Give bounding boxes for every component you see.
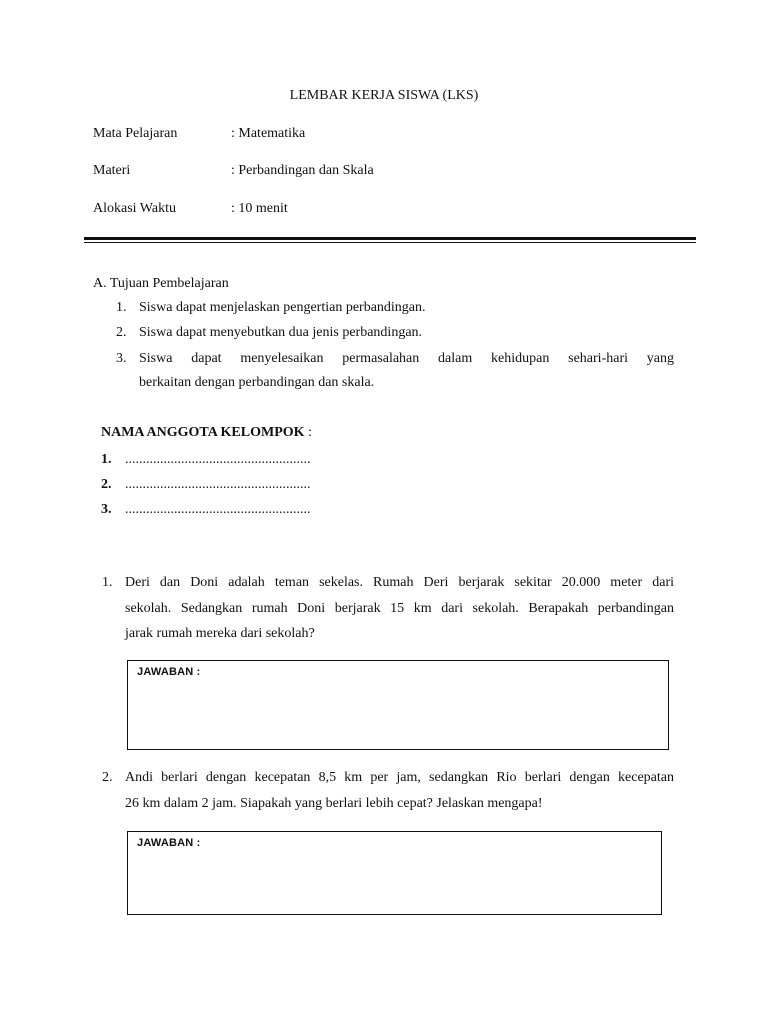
question-text: jarak rumah mereka dari sekolah? (125, 626, 315, 641)
group-members-title (101, 425, 312, 441)
objective-text: Siswa dapat menyebutkan dua jenis perbandingan. (139, 325, 423, 340)
group-members-title-text: NAMA ANGGOTA KELOMPOK (101, 425, 305, 440)
answer-box[interactable] (127, 660, 669, 750)
objective-number: 2. (116, 325, 127, 340)
group-members-title-colon: : (304, 425, 312, 440)
objective-number: 3. (116, 351, 127, 366)
info-label-subject: Mata Pelajaran (93, 126, 178, 141)
header-divider-thin (84, 242, 696, 243)
question-text: Andi berlari dengan kecepatan 8,5 km per jam, sedangkan Rio berlari dengan kecepatan (125, 770, 674, 785)
answer-box[interactable] (127, 831, 662, 915)
question-number: 2. (102, 770, 113, 785)
objective-number: 1. (116, 300, 127, 315)
answer-label: JAWABAN : (137, 837, 201, 849)
page-title: LEMBAR KERJA SISWA (LKS) (289, 88, 479, 103)
member-number: 2. (101, 477, 112, 492)
info-label-material: Materi (93, 163, 131, 178)
question-number: 1. (102, 575, 113, 590)
objective-text: Siswa dapat menjelaskan pengertian perbandingan. (139, 300, 426, 315)
member-name-blank[interactable]: ..................................................... (125, 502, 311, 517)
info-value-material: : Perbandingan dan Skala (231, 163, 374, 178)
info-value-subject: : Matematika (231, 126, 306, 141)
member-name-blank[interactable]: ..................................................... (125, 477, 311, 492)
question-text: 26 km dalam 2 jam. Siapakah yang berlari lebih cepat? Jelaskan mengapa! (125, 796, 543, 811)
section-heading-objectives: A. Tujuan Pembelajaran (93, 276, 229, 291)
answer-label: JAWABAN : (137, 666, 201, 678)
objective-text-continued: berkaitan dengan perbandingan dan skala. (139, 375, 375, 390)
info-value-time: : 10 menit (231, 201, 288, 216)
objective-text: Siswa dapat menyelesaikan permasalahan dalam kehidupan sehari-hari yang (139, 351, 674, 366)
member-number: 1. (101, 452, 112, 467)
info-label-time: Alokasi Waktu (93, 201, 176, 216)
member-name-blank[interactable]: ..................................................... (125, 452, 311, 467)
member-number: 3. (101, 502, 112, 517)
header-divider-thick (84, 237, 696, 240)
question-text: Deri dan Doni adalah teman sekelas. Rumah Deri berjarak sekitar 20.000 meter dari (125, 575, 674, 590)
question-text: sekolah. Sedangkan rumah Doni berjarak 15 km dari sekolah. Berapakah perbandingan (125, 601, 674, 616)
